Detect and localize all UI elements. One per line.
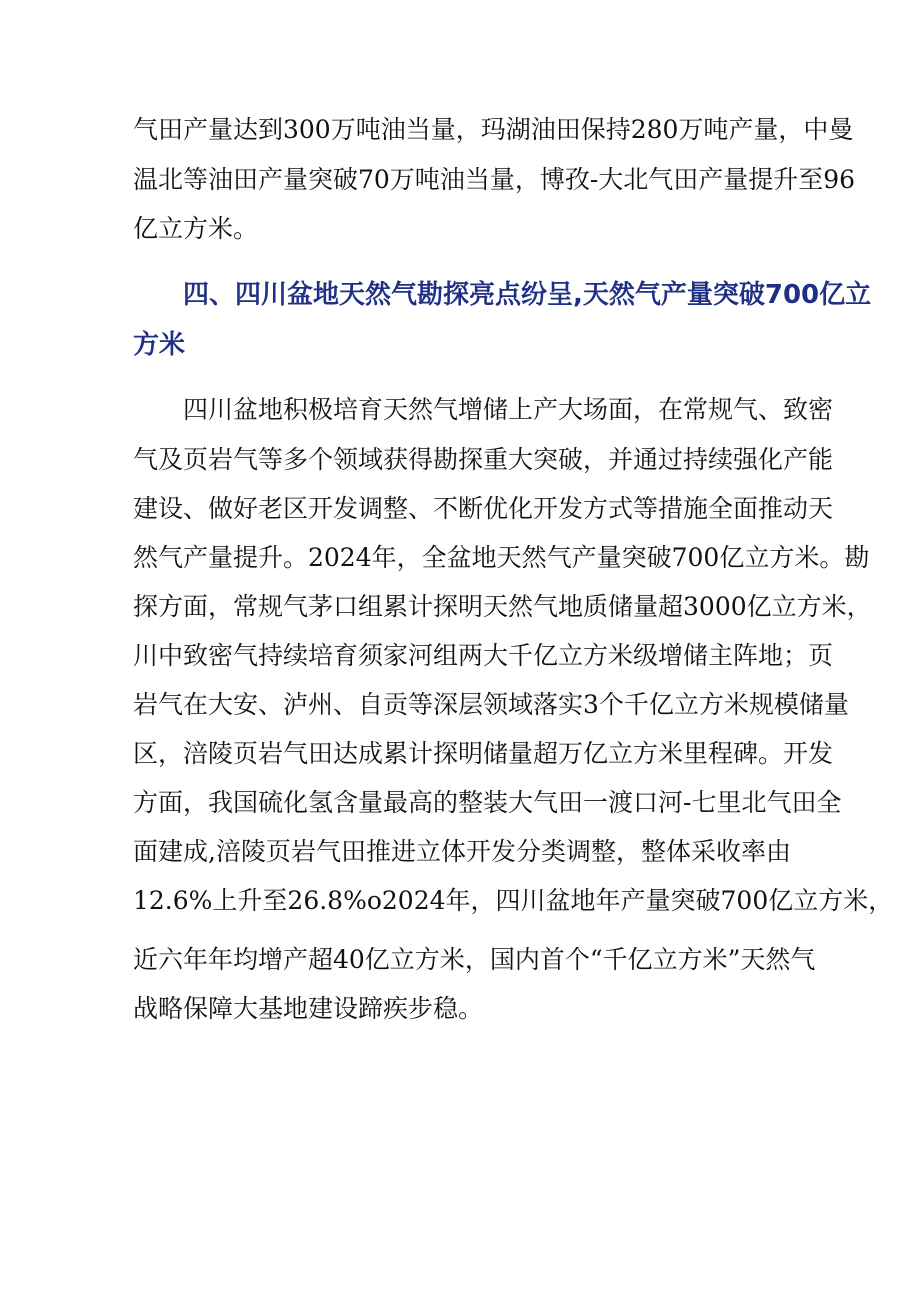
paragraph-line: 面建成,涪陵页岩气田推进立体开发分类调整，整体采收率由 [133, 837, 791, 866]
paragraph-line: 近六年年均增产超40亿立方米，国内首个“千亿立方米”天然气 [133, 945, 816, 974]
paragraph-line: 气田产量达到300万吨油当量，玛湖油田保持280万吨产量，中曼 [133, 115, 854, 144]
paragraph-line: 亿立方米。 [133, 214, 259, 243]
section-heading-line: 四、四川盆地天然气勘探亮点纷呈,天然气产量突破700亿立 [183, 280, 872, 310]
paragraph-line: 温北等油田产量突破70万吨油当量，博孜-大北气田产量提升至96 [133, 165, 856, 194]
paragraph-line: 12.6%上升至26.8%o2024年，四川盆地年产量突破700亿立方米， [133, 886, 894, 915]
section-heading-line: 方米 [133, 330, 186, 360]
paragraph-line: 建设、做好老区开发调整、不断优化开发方式等措施全面推动天 [133, 494, 834, 523]
paragraph-line: 岩气在大安、泸州、自贡等深层领域落实3个千亿立方米规模储量 [133, 690, 849, 719]
paragraph-line: 区，涪陵页岩气田达成累计探明储量超万亿立方米里程碑。开发 [133, 739, 834, 768]
paragraph-line: 四川盆地积极培育天然气增储上产大场面，在常规气、致密 [183, 395, 834, 424]
paragraph-line: 探方面，常规气茅口组累计探明天然气地质储量超3000亿立方米， [133, 592, 872, 621]
paragraph-line: 然气产量提升。2024年，全盆地天然气产量突破700亿立方米。勘 [133, 543, 870, 572]
paragraph-line: 气及页岩气等多个领域获得勘探重大突破，并通过持续强化产能 [133, 445, 834, 474]
paragraph-line: 川中致密气持续培育须家河组两大千亿立方米级增储主阵地；页 [133, 641, 834, 670]
paragraph-line: 战略保障大基地建设蹄疾步稳。 [133, 994, 484, 1023]
paragraph-line: 方面，我国硫化氢含量最高的整装大气田一渡口河-七里北气田全 [133, 788, 842, 817]
